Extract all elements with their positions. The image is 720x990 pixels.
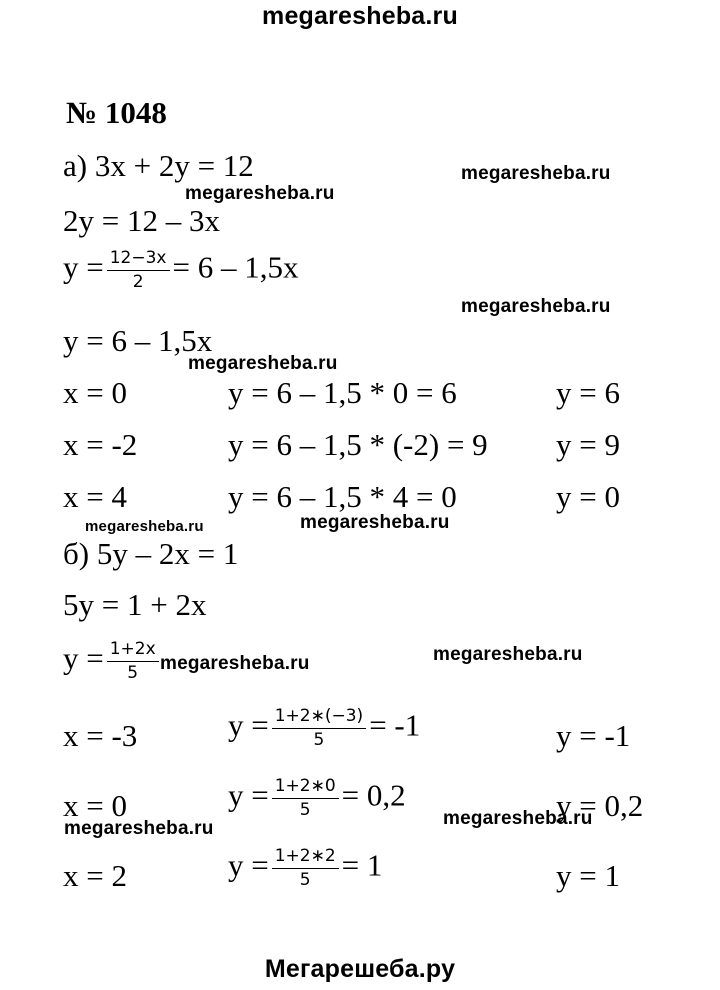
part-a-row-3-x: x = 4 <box>63 479 127 514</box>
part-a-row-1-calc: y = 6 – 1,5 * 0 = 6 <box>228 375 457 410</box>
watermark: megaresheba.ru <box>85 518 204 535</box>
part-b-row-1-x: x = -3 <box>63 718 138 753</box>
part-a-row-1-y: y = 6 <box>556 375 620 410</box>
part-a-row-3-y: y = 0 <box>556 479 620 514</box>
part-b-row-1-y: y = -1 <box>556 718 631 753</box>
watermark: megaresheba.ru <box>188 353 338 374</box>
site-header: megaresheba.ru <box>262 2 458 30</box>
fraction: $\frac{1+2∗2}{5}$ <box>272 848 339 889</box>
watermark: megaresheba.ru <box>443 808 593 829</box>
watermark: megaresheba.ru <box>64 818 214 839</box>
part-a-row-2-calc: y = 6 – 1,5 * (-2) = 9 <box>228 427 488 462</box>
part-b-row-1-calc: y = $\frac{1+2∗(-3)}{5}$ = -1 <box>228 706 421 750</box>
part-a-equation: а) 3x + 2y = 12 <box>63 148 254 183</box>
fraction: $\frac{12-3x}{2}$ <box>107 250 170 291</box>
part-a-step-2: y = $\frac{12-3x}{2}$ = 6 – 1,5x <box>63 248 299 292</box>
part-b-equation: б) 5y – 2x = 1 <box>63 536 239 571</box>
part-b-row-3-calc: y = $\frac{1+2∗2}{5}$ = 1 <box>228 846 383 890</box>
part-b-row-3-y: y = 1 <box>556 858 620 893</box>
part-b-step-1: 5y = 1 + 2x <box>63 587 207 622</box>
part-b-row-2-x: x = 0 <box>63 788 127 823</box>
watermark: megaresheba.ru <box>461 163 611 184</box>
site-footer: Мегарешеба.ру <box>264 955 456 983</box>
watermark: megaresheba.ru <box>185 183 335 204</box>
part-b-step-2: y = $\frac{1+2x}{5}$ <box>63 641 162 682</box>
watermark: megaresheba.ru <box>300 512 450 533</box>
problem-number: № 1048 <box>66 95 167 130</box>
fraction: $\frac{1+2∗0}{5}$ <box>272 778 339 819</box>
part-a-result: y = 6 – 1,5x <box>63 323 213 358</box>
part-a-row-1-x: x = 0 <box>63 375 127 410</box>
watermark: megaresheba.ru <box>433 644 583 665</box>
part-b-row-2-calc: y = $\frac{1+2∗0}{5}$ = 0,2 <box>228 776 406 820</box>
watermark: megaresheba.ru <box>461 296 611 317</box>
fraction: $\frac{1+2x}{5}$ <box>107 641 159 682</box>
part-a-row-3-calc: y = 6 – 1,5 * 4 = 0 <box>228 479 457 514</box>
part-a-step-1: 2y = 12 – 3x <box>63 203 220 238</box>
fraction: $\frac{1+2∗(-3)}{5}$ <box>272 708 366 749</box>
watermark: megaresheba.ru <box>160 653 310 674</box>
part-b-row-2-y: y = 0,2 <box>556 788 644 823</box>
part-a-row-2-x: x = -2 <box>63 427 138 462</box>
part-a-row-2-y: y = 9 <box>556 427 620 462</box>
part-b-row-3-x: x = 2 <box>63 858 127 893</box>
